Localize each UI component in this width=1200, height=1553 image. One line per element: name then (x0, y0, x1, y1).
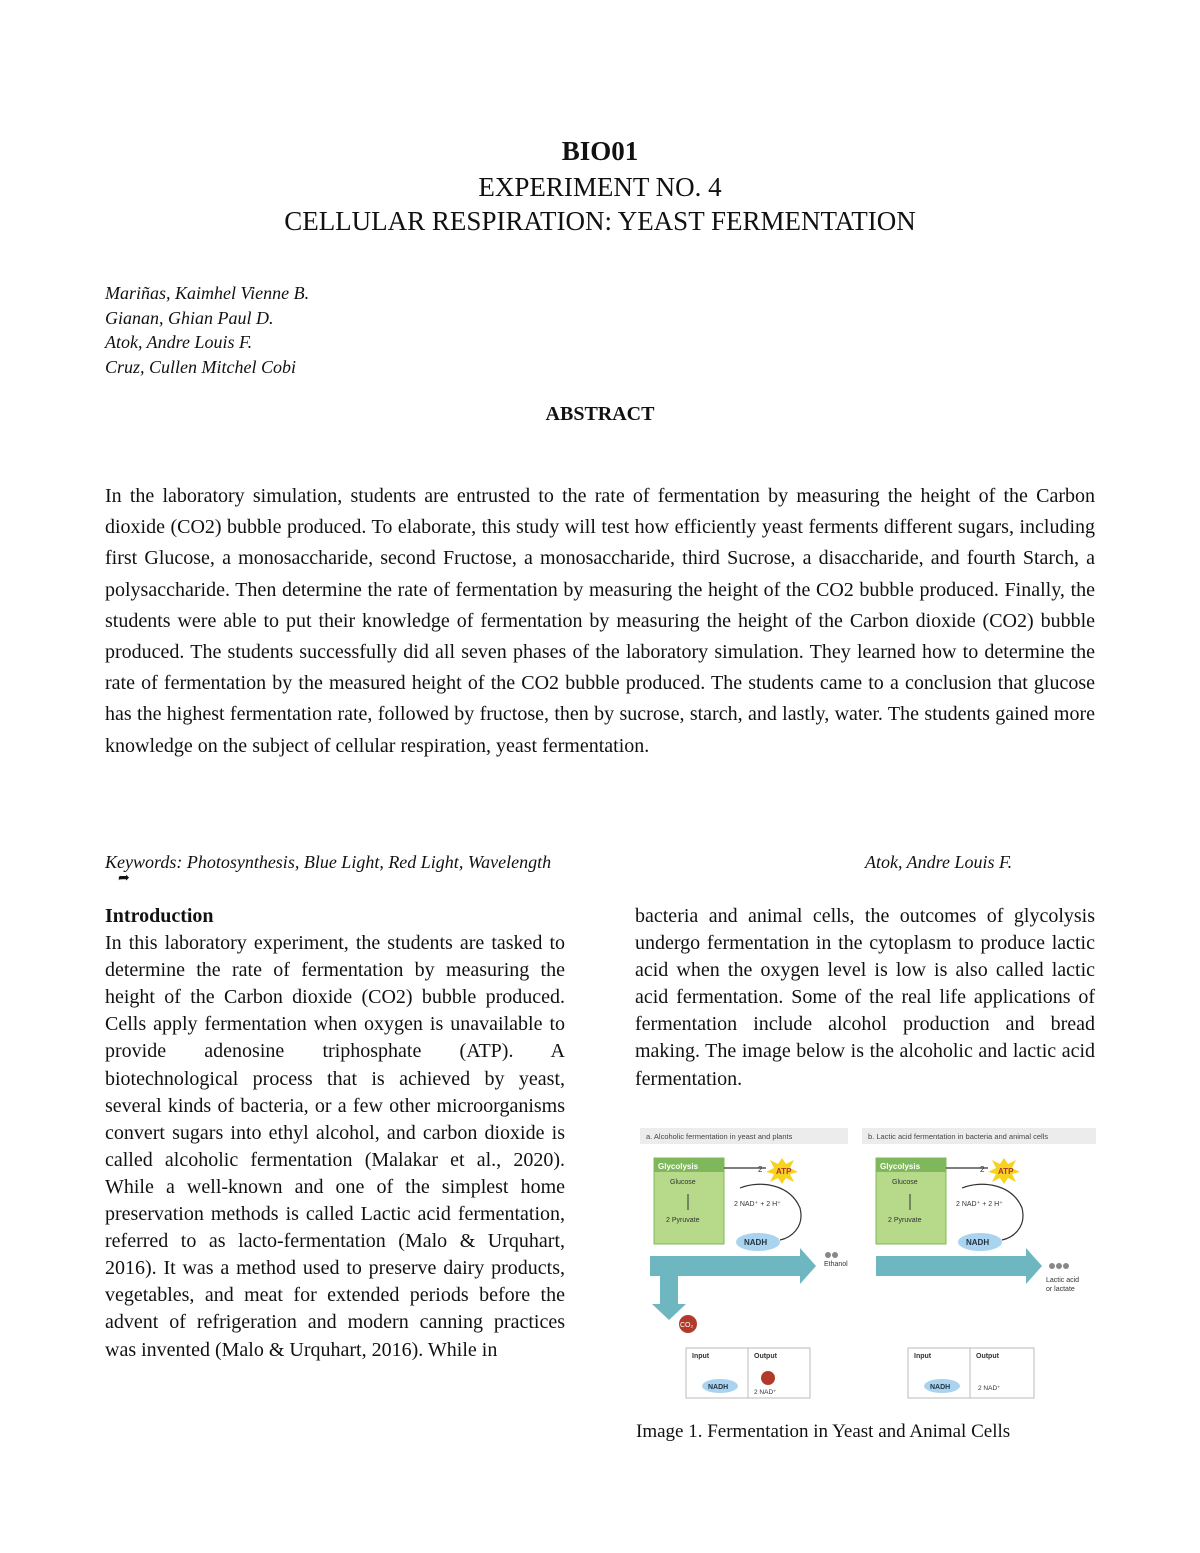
fermentation-figure (640, 1128, 1096, 1400)
output-label-a: Output (754, 1353, 777, 1360)
co2-label-a: CO₂ (680, 1322, 694, 1329)
panel-a-title: a. Alcoholic fermentation in yeast and plants (646, 1132, 793, 1141)
abstract-text: In the laboratory simulation, students are entrusted to the rate of fermentation by measuring the height of the Carbon dioxide (CO2) bubble produced. To elaborate, this study will test how efficiently yeast ferments different sugars, including first Glucose, a monosaccharide, second Fructose, a monosaccharide, third Sucrose, a disaccharide, and fourth Starch, a polysaccharide. Then determine the rate of fermentation by measuring the height of the CO2 bubble produced. Finally, the students were able to put their knowledge of fermentation by measuring the height of the Carbon dioxide (CO2) bubble produced. The students successfully did all seven phases of the laboratory simulation. They learned how to determine the rate of fermentation by the measured height of the CO2 bubble produced. The students came to a conclusion that glucose has the highest fermentation rate, followed by fructose, then by sucrose, starch, and lastly, water. The students gained more knowledge on the subject of cellular respiration, yeast fermentation. (105, 485, 1095, 757)
figure-caption: Image 1. Fermentation in Yeast and Animal Cells (636, 1421, 1011, 1442)
teal-arrow-horizontal-b (876, 1256, 1026, 1276)
nadh-table-label-b: NADH (930, 1384, 951, 1391)
nad-cycle-arrow-b (962, 1184, 1023, 1240)
lactic-acid-label: Lactic acid (1046, 1277, 1080, 1284)
glycolysis-label-a: Glycolysis (658, 1162, 699, 1171)
author-name: Mariñas, Kaimhel Vienne B. (105, 283, 310, 303)
glucose-label-b: Glucose (892, 1179, 918, 1186)
introduction-left-column (105, 903, 565, 1364)
experiment-number: EXPERIMENT NO. 4 (478, 172, 722, 202)
teal-arrow-head (800, 1248, 816, 1284)
course-code: BIO01 (561, 136, 639, 166)
glucose-label-a: Glucose (670, 1179, 696, 1186)
atp-count-a: 2 (758, 1165, 763, 1174)
panel-b (876, 1158, 1079, 1398)
mouse-cursor-icon: ➦ (118, 871, 130, 886)
lactate-label: or lactate (1046, 1286, 1075, 1293)
pyruvate-label-b: 2 Pyruvate (888, 1217, 922, 1224)
teal-arrow-head-down (652, 1304, 686, 1320)
abstract-heading: ABSTRACT (545, 403, 655, 425)
author-list (105, 281, 309, 379)
molecule-dot (1063, 1263, 1069, 1269)
author-name: Gianan, Ghian Paul D. (105, 307, 274, 328)
introduction-text-left: In this laboratory experiment, the students are tasked to determine the rate of fermentation by measuring the height of the Carbon dioxide (CO2) bubble produced. Cells apply fermentation when oxygen is unavailable to provide adenosine triphosphate (ATP). A biotechnological process that is achieved by yeast, several kinds of bacteria, or a few other microorganisms convert sugars into ethyl alcohol, and carbon dioxide is called alcoholic fermentation (Malakar et al., 2020). While a well-known and one of the simplest home preservation methods is called Lactic acid fermentation, referred to as lacto-fermentation (Malo & Urquhart, 2016). It was a method used to preserve dairy products, vegetables, and meat for extended periods before the advent of refrigeration and modern canning practices was invented (Malo & Urquhart, 2016). While in (105, 932, 565, 1361)
co2-table-icon (761, 1371, 775, 1385)
pyruvate-label-a: 2 Pyruvate (666, 1217, 700, 1224)
nadh-label-a: NADH (744, 1238, 768, 1247)
author-name: Atok, Andre Louis F. (105, 332, 253, 352)
introduction-heading: Introduction (105, 905, 214, 927)
nad-label-b: 2 NAD⁺ + 2 H⁺ (956, 1201, 1003, 1208)
atp-count-b: 2 (980, 1165, 985, 1174)
teal-arrow-head-b (1026, 1248, 1042, 1284)
nad-label-a: 2 NAD⁺ + 2 H⁺ (734, 1201, 781, 1208)
nad-out-label-a: 2 NAD⁺ (754, 1389, 777, 1396)
panel-b-title: b. Lactic acid fermentation in bacteria and animal cells (868, 1132, 1049, 1141)
keywords-line: Keywords: Photosynthesis, Blue Light, Red Light, Wavelength (105, 852, 552, 872)
molecule-dot (832, 1252, 838, 1258)
keywords-author: Atok, Andre Louis F. (865, 852, 1013, 872)
nad-cycle-arrow-a (740, 1184, 801, 1240)
nadh-table-label-a: NADH (708, 1384, 729, 1391)
glycolysis-label-b: Glycolysis (880, 1162, 921, 1171)
output-label-b: Output (976, 1353, 999, 1360)
teal-arrow-down (660, 1266, 678, 1306)
paper-title: CELLULAR RESPIRATION: YEAST FERMENTATION (284, 206, 916, 236)
author-name: Cruz, Cullen Mitchel Cobi (105, 356, 296, 377)
atp-label-b: ATP (998, 1167, 1014, 1176)
input-label-b: Input (914, 1353, 932, 1360)
molecule-dot (1056, 1263, 1062, 1269)
nad-out-label-b: 2 NAD⁺ (978, 1385, 1001, 1392)
introduction-right-column (635, 903, 1095, 1093)
introduction-text-right: bacteria and animal cells, the outcomes of glycolysis undergo fermentation in the cytoplasm to produce lactic acid when the oxygen level is low is also called lactic acid fermentation. Some of the real life applications of fermentation include alcohol production and bread making. The image below is the alcoholic and lactic acid fermentation. (635, 905, 1095, 1090)
nadh-label-b: NADH (966, 1238, 990, 1247)
molecule-dot (825, 1252, 831, 1258)
input-label-a: Input (692, 1353, 710, 1360)
panel-a (650, 1158, 848, 1398)
atp-label-a: ATP (776, 1167, 792, 1176)
ethanol-label: Ethanol (824, 1261, 848, 1268)
molecule-dot (1049, 1263, 1055, 1269)
